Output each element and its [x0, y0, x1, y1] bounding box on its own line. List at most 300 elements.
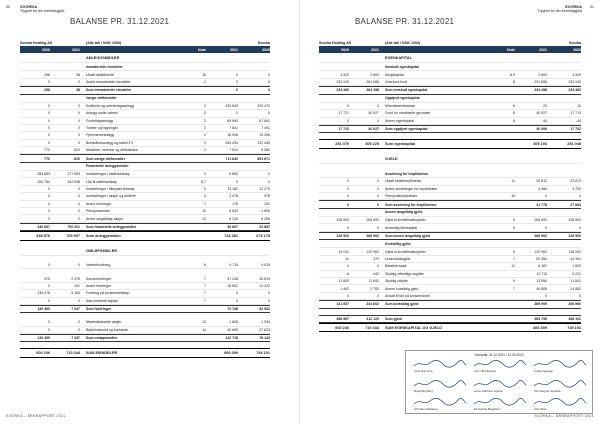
group-2021: 39 607	[227, 224, 238, 229]
row-label: Andre langsiktige aksjer	[86, 216, 124, 221]
holding-2020: 283 883	[37, 172, 50, 177]
holding-2021: 0	[78, 140, 80, 145]
table-row	[20, 103, 270, 110]
row-label: Pensjonsforpliktelser	[385, 194, 418, 199]
row-label: Utsatt skattefordel	[86, 72, 115, 77]
row-label: Tomter og bygninger	[86, 126, 118, 131]
group-2020: 26 819	[259, 276, 270, 281]
right-page	[301, 0, 600, 424]
group-2020: 76 143	[259, 336, 270, 341]
group-2021: 4 715	[229, 263, 238, 268]
group-2020: 4 515	[261, 263, 270, 268]
group-2021: 266 900	[534, 233, 547, 238]
group-2020: 42 391	[570, 256, 581, 261]
signature	[470, 359, 530, 373]
subsection-heading	[319, 170, 581, 178]
note-ref: 2	[204, 111, 206, 116]
group-2020: 233 360	[568, 88, 581, 93]
group-2020: 5 380	[261, 148, 270, 153]
holding-2021: 0	[78, 126, 80, 131]
page-number: 30	[6, 5, 10, 9]
table-header	[20, 39, 270, 53]
group-2021: 8 210	[229, 216, 238, 221]
note-ref: 8	[513, 79, 515, 84]
note-ref: 6	[204, 263, 206, 268]
holding-2021: 120 962	[366, 249, 379, 254]
table-row	[319, 178, 581, 185]
signature-block	[405, 350, 593, 414]
page-footer: SVORKA – ÅRSRAPPORT 2021	[534, 414, 594, 418]
group-2021: 40 669	[227, 327, 238, 332]
group-2020: 11 841	[570, 279, 581, 284]
holding-2021: 0	[377, 293, 379, 298]
table-row	[319, 224, 581, 231]
header-note: Note	[507, 47, 515, 52]
table-row	[319, 271, 581, 278]
holding-2020: 139 460	[37, 336, 50, 341]
handwritten-signature-icon	[412, 397, 468, 407]
table-row	[319, 256, 581, 263]
holding-2021: 0	[377, 186, 379, 191]
page-header	[20, 5, 64, 13]
row-label: Kundefordringer	[86, 276, 112, 281]
table-row	[319, 263, 581, 270]
note-ref: 2	[204, 79, 206, 84]
page-header	[538, 5, 582, 13]
group-2021: 69 594	[227, 118, 238, 123]
signer-name: Ulf Olav Rødskog	[414, 407, 438, 411]
page-title: BALANSE PR. 31.12.2021	[70, 17, 170, 26]
group-2021: 231 688	[534, 79, 547, 84]
row-label: Andre fordringer	[86, 283, 112, 288]
holding-2021: 0	[377, 225, 379, 230]
handwritten-signature-icon	[532, 379, 588, 389]
group-2020: 1 806	[261, 209, 270, 214]
group-2020: 0	[579, 293, 581, 298]
row-label: Sum innskutt egenkapital	[385, 88, 428, 93]
row-label: Gjeld til kredittinstitusjoner	[385, 218, 426, 223]
group-2021: 0	[545, 293, 547, 298]
group-2021: 284 253	[225, 140, 238, 145]
holding-2020: 0	[347, 264, 349, 269]
holding-2021: 0	[78, 320, 80, 325]
holding-2020: 770	[44, 148, 50, 153]
group-2021: 176	[232, 201, 238, 206]
subsection-heading	[319, 95, 581, 103]
signature	[410, 397, 470, 411]
note-ref: 2	[204, 103, 206, 108]
signer-name: Eli Harriet Bergheim	[474, 407, 501, 411]
holding-2020: -19 011	[337, 249, 349, 254]
handwritten-signature-icon	[472, 397, 528, 407]
holding-2020: 1 462	[340, 286, 349, 291]
header-currency-note: (Alle tall i NOK 1000)	[385, 40, 421, 45]
holding-2021: 0	[78, 118, 80, 123]
header-year: 2020	[341, 47, 349, 52]
note-ref: 7	[204, 276, 206, 281]
holding-2021: 0	[78, 216, 80, 221]
row-label: Sum kortsiktig gjeld	[385, 302, 419, 307]
group-2020: 0	[579, 194, 581, 199]
holding-2021: 277 083	[67, 172, 80, 177]
signer-name: Anne Kathrine Gjerde	[474, 389, 503, 393]
table-row	[20, 140, 270, 147]
holding-2021: 2 600	[370, 72, 379, 77]
holding-2021: 0	[78, 209, 80, 214]
row-label: Overkurs fond	[385, 79, 407, 84]
group-2021: 2 600	[538, 72, 547, 77]
table-row	[319, 248, 581, 255]
group-2021: 120 962	[534, 249, 547, 254]
holding-2021: 261 688	[366, 79, 379, 84]
handwritten-signature-icon	[472, 379, 528, 389]
signature	[530, 379, 590, 393]
group-2020: 673 178	[256, 233, 270, 238]
group-2020: 8 259	[261, 216, 270, 221]
table-row	[319, 315, 581, 323]
row-label: Annen langsiktig gjeld	[385, 210, 423, 215]
row-label: Lån til datterselskap	[86, 179, 118, 184]
holding-2020: 0	[347, 293, 349, 298]
holding-2021: 38	[76, 88, 80, 93]
balance-table-equity-liabilities	[319, 54, 581, 332]
signature-date: Surnadal, 31.12.2021 / 22.03.2022	[474, 353, 524, 357]
holding-2020: 0	[48, 79, 50, 84]
table-row	[20, 290, 270, 297]
holding-2020: 0	[48, 140, 50, 145]
note-ref: 2	[204, 148, 206, 153]
holding-2021: 2 783	[370, 286, 379, 291]
holding-2020: 0	[48, 111, 50, 116]
table-row	[319, 293, 581, 300]
row-label: Andre avsetninger for forpliktelser	[385, 186, 438, 191]
holding-2020: 0	[347, 179, 349, 184]
table-row	[20, 186, 270, 193]
group-2020: 228 500	[568, 233, 581, 238]
header-year: 2020	[573, 47, 581, 52]
row-label: Bankinnskudd og kontanter	[86, 327, 129, 332]
holding-2020: 233 360	[336, 88, 349, 93]
table-row	[20, 208, 270, 215]
holding-2020: 0	[48, 283, 50, 288]
group-2020: 208 960	[568, 302, 581, 307]
table-row	[319, 79, 581, 86]
holding-2021: 0	[377, 264, 379, 269]
row-label: Sum immaterielle eiendeler	[86, 88, 132, 93]
holding-2020: 0	[48, 126, 50, 131]
group-2021: 0	[236, 111, 238, 116]
row-label: Annen egenkapital	[385, 118, 414, 123]
holding-2020: 17 722	[338, 127, 349, 132]
group-2020: 0	[268, 88, 270, 93]
table-row	[20, 193, 270, 200]
holding-2020: -6	[345, 271, 349, 276]
group-2020: 27 623	[259, 327, 270, 332]
holding-2020: 0	[48, 298, 50, 303]
header-year: 2020	[262, 47, 270, 52]
holding-2021: 0	[78, 133, 80, 138]
group-2020: 17 713	[570, 111, 581, 116]
holding-2020: 0	[48, 194, 50, 199]
row-label: Avsetning for forpliktelser	[385, 171, 429, 176]
table-row	[319, 103, 581, 110]
subsection-heading	[20, 163, 270, 171]
holding-2021: 0	[78, 194, 80, 199]
group-2020: 0	[268, 79, 270, 84]
holding-2020: 0	[48, 201, 50, 206]
group-2020: 975	[264, 194, 270, 199]
group-2020: 19 256	[259, 133, 270, 138]
holding-2020: 228 500	[336, 218, 349, 223]
group-2021: 2 476	[229, 194, 238, 199]
holding-2020: 438 876	[36, 233, 50, 238]
group-2021: 563 796	[534, 316, 547, 321]
group-2021: 711 640	[225, 156, 238, 161]
holding-2021: 0	[377, 202, 379, 207]
table-header-years	[20, 46, 270, 53]
holding-2021: 264 288	[366, 88, 379, 93]
signer-name: Ivar Viken	[534, 407, 548, 411]
row-label: Sum anleggsmidler	[86, 233, 122, 238]
note-ref: 2	[204, 126, 206, 131]
row-label: Ansvarlig lånekapital	[385, 225, 418, 230]
row-label: Innskutt egenkapital	[385, 64, 419, 69]
holding-2020: 0	[48, 209, 50, 214]
group-2020: 749 191	[256, 351, 270, 356]
signature	[470, 397, 530, 411]
holding-2020: 0	[48, 187, 50, 192]
note-ref: 2	[204, 133, 206, 138]
header-year: 2020	[42, 47, 50, 52]
holding-2021: 370	[373, 256, 379, 261]
note-ref: 5	[513, 249, 515, 254]
row-label: Leverandørgjeld	[385, 256, 411, 261]
group-2020: 0	[579, 225, 581, 230]
holding-2020: 17 721	[338, 111, 349, 116]
group-2021: 1 808	[229, 320, 238, 325]
group-2021: 0	[236, 88, 238, 93]
table-row	[20, 283, 270, 290]
group-2020: 118 052	[568, 249, 581, 254]
holding-2021: 244 602	[366, 302, 379, 307]
header-year: 2021	[230, 47, 238, 52]
holding-2020: 0	[48, 103, 50, 108]
group-2020: 7 401	[261, 126, 270, 131]
table-row	[319, 86, 581, 94]
row-label: Varige driftsmidler	[86, 96, 117, 101]
row-label: Kraftverk og overføringsanlegg	[86, 103, 134, 108]
table-row	[20, 231, 270, 241]
group-2021: 866 009	[533, 325, 547, 330]
row-label: Fordring på konsernselskap	[86, 291, 130, 296]
group-2021: 50 354	[536, 256, 547, 261]
group-2020: 9 221	[572, 271, 581, 276]
table-row	[319, 217, 581, 224]
row-label: Skyldig offentlige avgifter	[385, 271, 424, 276]
table-row	[20, 298, 270, 305]
header-note: Note	[198, 47, 206, 52]
group-2020: 10	[577, 103, 581, 108]
holding-2020: 139 460	[37, 307, 50, 312]
holding-2020: 0	[347, 225, 349, 230]
table-row	[20, 147, 270, 154]
note-ref: 16	[202, 72, 206, 77]
group-2021: 13 556	[536, 279, 547, 284]
table-header	[319, 39, 581, 53]
group-2021: 40 927	[536, 111, 547, 116]
holding-2020: 366 567	[336, 316, 349, 321]
holding-2021: 40 927	[368, 111, 379, 116]
holding-2020: 0	[347, 103, 349, 108]
row-label: Investeringer i aksjer og andeler	[86, 194, 136, 199]
holding-2021: 710 344	[365, 325, 379, 330]
table-row	[20, 215, 270, 222]
holding-2020: 41	[345, 256, 349, 261]
table-row	[20, 132, 270, 139]
holding-2021: 0	[377, 118, 379, 123]
group-2021: 866 009	[224, 351, 238, 356]
row-label: Kortsiktig gjeld	[385, 241, 411, 246]
signer-name: Ole Ragnar Gjelsvik	[534, 389, 561, 393]
table-row	[20, 327, 270, 334]
holding-2020: 139 078	[37, 291, 50, 296]
holding-2021: 266 900	[366, 218, 379, 223]
holding-2021: 0	[78, 298, 80, 303]
subsection-heading	[20, 95, 270, 103]
page-number: 31	[590, 5, 594, 9]
table-row	[20, 171, 270, 178]
holding-2021: 2 375	[71, 276, 80, 281]
group-2021: 18 602	[227, 283, 238, 288]
row-label: Sum gjeld	[385, 316, 402, 321]
row-label: Andre immaterielle eiendeler	[86, 79, 131, 84]
holding-2020: 375	[44, 276, 50, 281]
holding-2020: 298	[44, 72, 50, 77]
holding-2021: 11 600	[368, 279, 379, 284]
table-row	[319, 278, 581, 285]
holding-2021: 709 907	[66, 233, 80, 238]
holding-2021: 38	[76, 72, 80, 77]
signature	[470, 379, 530, 393]
holding-2020: 0	[48, 118, 50, 123]
row-label: Annen kortsiktig gjeld	[385, 286, 419, 291]
group-2020: 228 500	[568, 218, 581, 223]
holding-2021: 0	[377, 103, 379, 108]
row-label: Sum annen langsiktig gjeld	[385, 233, 431, 238]
header-group: Svorka	[569, 40, 581, 45]
holding-2020: 0	[347, 118, 349, 123]
row-label: Skyldig utbytte	[385, 279, 408, 284]
holding-2020: 298	[44, 88, 50, 93]
holding-2021: 710 344	[66, 351, 80, 356]
group-2020: 232 040	[568, 79, 581, 84]
note-ref: 11	[511, 179, 515, 184]
row-label: Gjeld til kredittinstitusjoner	[385, 249, 426, 254]
note-ref: 3	[204, 194, 206, 199]
group-2020: 67 862	[259, 118, 270, 123]
group-2020: 4 792	[572, 186, 581, 191]
signer-name: Arne Rønning	[414, 369, 433, 373]
handwritten-signature-icon	[412, 379, 468, 389]
holding-2021: 0	[78, 201, 80, 206]
table-row	[319, 110, 581, 117]
table-row	[319, 323, 581, 333]
group-2021: 743 281	[224, 233, 238, 238]
holding-2020: 440 667	[37, 224, 50, 229]
note-ref: 7	[513, 286, 515, 291]
holding-2020: 770	[44, 156, 50, 161]
table-row	[20, 319, 270, 326]
group-2021: 269 909	[534, 302, 547, 307]
table-row	[20, 348, 270, 358]
group-2020: 1 820	[572, 264, 581, 269]
group-2020: 651 671	[257, 156, 270, 161]
holding-2021: 620	[74, 148, 80, 153]
group-2020: -44	[575, 118, 581, 123]
table-row	[319, 232, 581, 240]
header-year: 2021	[72, 47, 80, 52]
group-2021: 8 633	[229, 209, 238, 214]
row-label: Sum egenkapital	[385, 142, 416, 147]
holding-2020: 121 657	[336, 302, 349, 307]
holding-2021: 0	[78, 327, 80, 332]
group-2021: 7 524	[229, 148, 238, 153]
holding-2021: 0	[78, 263, 80, 268]
table-row	[20, 86, 270, 94]
signature	[530, 397, 590, 411]
signature	[410, 379, 470, 393]
table-row	[20, 334, 270, 342]
holding-2021: 0	[377, 194, 379, 199]
group-2020: 498 101	[568, 316, 581, 321]
table-header-entities	[20, 39, 270, 46]
signer-name: Ragnhild Berg	[414, 389, 434, 393]
holding-2020: 11 600	[338, 279, 349, 284]
note-ref: 8	[513, 111, 515, 116]
holding-2021: 0	[78, 111, 80, 116]
holding-2020: 0	[48, 320, 50, 325]
holding-2020: 1 320	[340, 72, 349, 77]
holding-2020: 600 236	[335, 325, 349, 330]
brand-tagline: Tryghet for din fremtidsgjeld	[537, 9, 582, 13]
group-2020: 0	[268, 72, 270, 77]
group-2020: 0	[268, 111, 270, 116]
group-2021: 6 850	[229, 172, 238, 177]
group-2020: 0	[268, 298, 270, 303]
header-holding: Svorka Holding AS	[20, 40, 53, 45]
row-label: Ansatt til lån på konsernkonti	[385, 293, 430, 298]
row-label: Fordelingsanlegg	[86, 118, 113, 123]
page-footer: SVORKA – ÅRSRAPPORT 2021	[6, 414, 66, 418]
handwritten-signature-icon	[532, 359, 588, 369]
row-label: GJELD	[385, 156, 398, 161]
row-label: Varebeholdning	[86, 263, 111, 268]
handwritten-signature-icon	[532, 397, 588, 407]
holding-2021: 5 165	[71, 291, 80, 296]
table-row	[20, 110, 270, 117]
signature	[410, 359, 470, 373]
note-ref: 8,7	[201, 179, 206, 184]
group-2021: 0	[545, 194, 547, 199]
row-label: Anlegg under arbeid	[86, 111, 118, 116]
row-label: SUM EIENDELER	[86, 351, 118, 356]
handwritten-signature-icon	[412, 359, 468, 369]
note-ref: 7	[204, 201, 206, 206]
group-2020: 151	[264, 201, 270, 206]
table-row	[20, 223, 270, 231]
group-2020: 1 993	[261, 320, 270, 325]
row-label: Sum omløpsmidler	[86, 336, 118, 341]
